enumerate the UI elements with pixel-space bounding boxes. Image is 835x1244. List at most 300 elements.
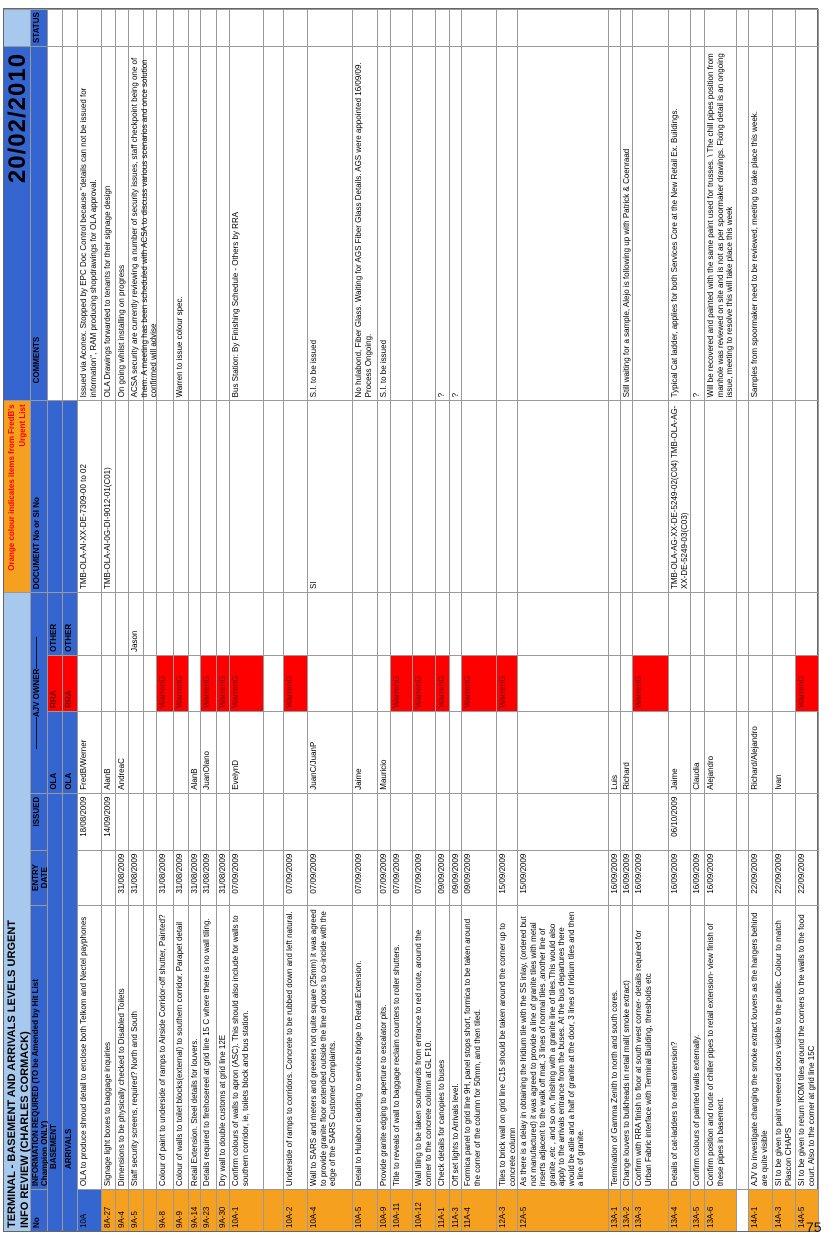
page-number: 75 — [806, 1219, 822, 1235]
cell-no: 10A — [78, 1189, 102, 1231]
subheader-other: OTHER — [48, 592, 63, 655]
cell-comment: Will be recovered and painted with the same paint used for trusses. \ The chill pipes position from manhole was reviewed on site and is not as per spoormaker drawings. Fixing detail is an ongoing issue, meeting to resolve this will take place this week — [705, 46, 737, 400]
cell-no: 13A-6 — [705, 1189, 737, 1231]
cell-issued-date — [691, 793, 705, 850]
cell-no: 14A-5 — [796, 1189, 819, 1231]
cell-document: TMB-OLA-AG-XX-DE-5249-02(C04) TMB-OLA-AG-XX-DE-5249-03(C03) — [669, 400, 691, 592]
cell-entry-date: 16/09/2009 — [705, 850, 737, 905]
cell-entry-date: 16/09/2009 — [633, 850, 669, 905]
table-row-13A-2 — [621, 9, 633, 1231]
table-row-13A-4 — [669, 9, 691, 1231]
cell-comment: Bus Station: By Finishing Schedule - Others by RRA — [230, 46, 264, 400]
cell-entry-date: 31/08/2009 — [157, 850, 174, 905]
subheader-ola: OLA — [63, 711, 78, 793]
cell-owner-other — [705, 592, 737, 655]
table-row-14A-3 — [773, 9, 796, 1231]
cell-owner-ola: Claudia — [691, 711, 705, 793]
cell-owner-ola: AlanB — [102, 711, 116, 793]
cell-no: 14A-3 — [773, 1189, 796, 1231]
cell-comment — [391, 46, 413, 400]
cell-owner-other — [353, 592, 378, 655]
cell-empty — [737, 905, 749, 1190]
cell-comment: S.I. to be issued — [378, 46, 391, 400]
cell-issued-date — [230, 793, 264, 850]
cell-owner-rra: WarrenG — [174, 655, 189, 711]
cell-owner-ola: EvelynD — [230, 711, 264, 793]
col-header-no: No — [31, 1189, 48, 1231]
page-title — [4, 592, 31, 1231]
cell-owner-rra: WarrenG — [462, 655, 497, 711]
cell-empty — [144, 592, 157, 655]
cell-document — [189, 400, 201, 592]
subheader-rra: RRA — [63, 655, 78, 711]
cell-no: 9A-4 — [116, 1189, 129, 1231]
cell-owner-rra — [705, 655, 737, 711]
cell-issued-date — [609, 793, 621, 850]
cell-issued-date — [436, 793, 450, 850]
cell-entry-date: 07/09/2009 — [230, 850, 264, 905]
cell-information-required: Off set lights to Arrivals level. — [450, 905, 462, 1190]
cell-owner-other — [436, 592, 450, 655]
cell-status — [63, 9, 78, 46]
cell-owner-rra — [116, 655, 129, 711]
cell-owner-other: Jason — [129, 592, 144, 655]
cell-information-required: Wall tiling to be taken southwards from entrance to red route, around the corner to the concrete column at GL F10. — [413, 905, 436, 1190]
cell-owner-ola — [462, 711, 497, 793]
cell-entry-date: 31/08/2009 — [116, 850, 129, 905]
cell-entry-date: 09/09/2009 — [450, 850, 462, 905]
cell-issued-date — [413, 793, 436, 850]
cell-status — [413, 9, 436, 46]
cell-entry-date: 31/08/2009 — [189, 850, 201, 905]
cell-owner-ola: FredB/Werner — [78, 711, 102, 793]
cell-issued-date — [497, 793, 518, 850]
cell-empty — [264, 905, 284, 1190]
cell-entry-date: 15/09/2009 — [497, 850, 518, 905]
col-header-entry-date: ENTRY DATE — [31, 850, 48, 905]
cell-owner-rra — [102, 655, 116, 711]
cell-status — [157, 9, 174, 46]
cell-comment: No hulabond, Fiber Glass. Waiting for AGS Fiber Glass Details. AGS were appointed 16/09/09. Process Ongoing. — [353, 46, 378, 400]
cell-empty — [264, 592, 284, 655]
cell-comment — [48, 46, 63, 400]
cell-comment — [497, 46, 518, 400]
cell-empty — [264, 850, 284, 905]
cell-status — [669, 9, 691, 46]
cell-issued-date: 06/10/2009 — [669, 793, 691, 850]
cell-empty — [144, 905, 157, 1190]
cell-issued-date: 18/08/2009 — [78, 793, 102, 850]
cell-entry-date: 07/09/2009 — [284, 850, 308, 905]
cell-owner-other — [230, 592, 264, 655]
urgent-list-note: Orange colour indicates items from FredB's Urgent List — [4, 400, 31, 592]
cell-status — [308, 9, 353, 46]
cell-status — [102, 9, 116, 46]
cell-empty — [737, 592, 749, 655]
cell-information-required: Confirm with RRA finish to floor at south west corner- details required for Urban Fabric interface with Terminal Building, thresholds etc — [633, 905, 669, 1190]
cell-status — [230, 9, 264, 46]
table-row-11A-1 — [436, 9, 450, 1231]
cell-owner-other — [621, 592, 633, 655]
cell-owner-ola — [450, 711, 462, 793]
cell-no: 8A-27 — [102, 1189, 116, 1231]
cell-entry-date: 07/09/2009 — [413, 850, 436, 905]
cell-no: 13A-5 — [691, 1189, 705, 1231]
cell-issued-date — [378, 793, 391, 850]
cell-owner-ola — [217, 711, 230, 793]
cell-status — [450, 9, 462, 46]
cell-entry-date: 31/08/2009 — [201, 850, 217, 905]
cell-empty — [737, 793, 749, 850]
cell-empty — [264, 400, 284, 592]
subheader-ola: OLA — [48, 711, 63, 793]
cell-comment — [157, 46, 174, 400]
cell-owner-rra — [691, 655, 705, 711]
col-header-issued: ISSUED — [31, 793, 48, 850]
cell-owner-ola — [129, 711, 144, 793]
cell-document — [691, 400, 705, 592]
cell-status — [462, 9, 497, 46]
cell-owner-rra — [308, 655, 353, 711]
cell-information-required: Confirm colours of painted walls externally. — [691, 905, 705, 1190]
cell-information-required: Colour of paint to underside of ramps to Airside Corridor-off shutter, Painted? — [157, 905, 174, 1190]
cell-status — [284, 9, 308, 46]
cell-status — [436, 9, 450, 46]
cell-entry-date: 16/09/2009 — [691, 850, 705, 905]
cell-information-required: Change louvers to bulkheads in retail mall( smoke extract) — [621, 905, 633, 1190]
cell-document — [230, 400, 264, 592]
cell-owner-rra — [518, 655, 609, 711]
cell-document — [436, 400, 450, 592]
cell-no: 11A-1 — [436, 1189, 450, 1231]
cell-no: 10A-11 — [391, 1189, 413, 1231]
cell-information-required: Underside of ramps to corridors. Concrete to be rubbed down and left natural. — [284, 905, 308, 1190]
cell-comment — [63, 46, 78, 400]
cell-owner-other — [308, 592, 353, 655]
cell-empty — [737, 711, 749, 793]
cell-owner-other — [201, 592, 217, 655]
cell-owner-rra: WarrenG — [633, 655, 669, 711]
cell-entry-date: 16/09/2009 — [609, 850, 621, 905]
cell-entry-date: 22/09/2009 — [773, 850, 796, 905]
col-header-comments: COMMENTS — [31, 46, 48, 400]
cell-no: 10A-9 — [378, 1189, 391, 1231]
cell-owner-other — [102, 592, 116, 655]
cell-owner-ola: Jaime — [669, 711, 691, 793]
cell-owner-other — [796, 592, 819, 655]
cell-owner-other — [174, 592, 189, 655]
cell-owner-rra — [749, 655, 773, 711]
cell-status — [749, 9, 773, 46]
cell-owner-other — [450, 592, 462, 655]
cell-document — [621, 400, 633, 592]
cell-information-required: Signage light boxes to baggage inquiries — [102, 905, 116, 1190]
subheader-rra: RRA — [48, 655, 63, 711]
cell-document — [749, 400, 773, 592]
cell-document — [157, 400, 174, 592]
cell-no: 9A-8 — [157, 1189, 174, 1231]
cell-comment — [217, 46, 230, 400]
cell-entry-date: 22/09/2009 — [749, 850, 773, 905]
cell-empty — [264, 655, 284, 711]
cell-owner-other — [633, 592, 669, 655]
cell-issued-date — [633, 793, 669, 850]
cell-comment — [462, 46, 497, 400]
cell-document — [48, 400, 63, 592]
cell-comment — [189, 46, 201, 400]
cell-no: 14A-1 — [749, 1189, 773, 1231]
cell-status — [378, 9, 391, 46]
cell-owner-ola: Richard/Alejandro — [749, 711, 773, 793]
cell-empty — [144, 711, 157, 793]
cell-owner-other — [749, 592, 773, 655]
cell-issued-date — [217, 793, 230, 850]
cell-information-required: SI to be given to return IKOM tiles around the corners to the walls to the food court. Also to the corner at grid line 15C — [796, 905, 819, 1190]
table-row-12A-3 — [497, 9, 518, 1231]
cell-no — [264, 1189, 284, 1231]
cell-comment: ? — [450, 46, 462, 400]
cell-owner-other — [378, 592, 391, 655]
cell-issued-date — [157, 793, 174, 850]
cell-owner-other — [157, 592, 174, 655]
cell-no: 13A-2 — [621, 1189, 633, 1231]
cell-issued-date — [201, 793, 217, 850]
cell-owner-rra: WarrenG — [436, 655, 450, 711]
cell-owner-other — [518, 592, 609, 655]
cell-issued-date — [749, 793, 773, 850]
report-date: 20/02/2010 — [4, 46, 31, 400]
title-row — [4, 9, 31, 1231]
cell-information-required: Confirm colours of walls to apron (ASC). This should also include for walls to southern corridor, ie, toilets block and bus station. — [230, 905, 264, 1190]
cell-owner-ola — [413, 711, 436, 793]
cell-owner-rra — [353, 655, 378, 711]
cell-issued-date — [116, 793, 129, 850]
cell-information-required: OLA to produce shroud detail to enclose both Telkom and Nectel payphones — [78, 905, 102, 1190]
section-label: BASEMENT — [48, 793, 63, 1231]
cell-owner-other — [217, 592, 230, 655]
cell-owner-other — [391, 592, 413, 655]
cell-comment: On going whilst installing on progress — [116, 46, 129, 400]
cell-status — [174, 9, 189, 46]
cell-status — [773, 9, 796, 46]
cell-empty — [737, 9, 749, 46]
col-header-document-no: DOCUMENT No or SI No — [31, 400, 48, 592]
cell-issued-date — [353, 793, 378, 850]
cell-status — [391, 9, 413, 46]
cell-empty — [144, 793, 157, 850]
cell-empty — [264, 711, 284, 793]
cell-owner-other — [609, 592, 621, 655]
cell-information-required: Staff security screens, required? North and South — [129, 905, 144, 1190]
cell-empty — [737, 850, 749, 905]
cell-owner-rra — [378, 655, 391, 711]
cell-owner-ola — [174, 711, 189, 793]
cell-document — [129, 400, 144, 592]
cell-empty — [264, 46, 284, 400]
cell-comment — [518, 46, 609, 400]
cell-no: 10A-2 — [284, 1189, 308, 1231]
cell-no: 11A-3 — [450, 1189, 462, 1231]
cell-document — [391, 400, 413, 592]
cell-information-required: Wall to SARS and meters and greeters not quite square (25mm) it was agreed to provide granite floor extended outside the line of doors to co-incide with the edge of the SARS Customer Complaints. — [308, 905, 353, 1190]
cell-comment — [284, 46, 308, 400]
cell-empty — [264, 793, 284, 850]
cell-entry-date: 07/09/2009 — [353, 850, 378, 905]
cell-information-required: Details of cat-ladders to retail extension? — [669, 905, 691, 1190]
table-row-11A-4 — [462, 9, 497, 1231]
cell-owner-rra — [78, 655, 102, 711]
cell-entry-date: 16/09/2009 — [621, 850, 633, 905]
cell-owner-rra: WarrenG — [217, 655, 230, 711]
cell-document — [116, 400, 129, 592]
table-row-10A-4 — [308, 9, 353, 1231]
cell-empty — [737, 46, 749, 400]
cell-owner-ola: JuanOlano — [201, 711, 217, 793]
cell-no: 9A-5 — [129, 1189, 144, 1231]
cell-owner-rra — [773, 655, 796, 711]
cell-issued-date — [189, 793, 201, 850]
cell-status — [621, 9, 633, 46]
cell-owner-ola — [391, 711, 413, 793]
cell-empty — [144, 9, 157, 46]
cell-document: TMB-OLA-AI-0G-DI-9012-01(C01) — [102, 400, 116, 592]
cell-document — [633, 400, 669, 592]
cell-owner-other — [773, 592, 796, 655]
table-row-blank-1 — [144, 9, 157, 1231]
cell-no: 13A-4 — [669, 1189, 691, 1231]
table-row-14A-1 — [749, 9, 773, 1231]
cell-information-required: Provide granite edging to aperture to escalator pits. — [378, 905, 391, 1190]
cell-owner-ola — [157, 711, 174, 793]
section-label: ARRIVALS — [63, 793, 78, 1231]
cell-no — [737, 1189, 749, 1231]
cell-information-required: Tiles to brick wall on grid line C15 should be taken around the corner up to concrete column — [497, 905, 518, 1190]
table-row-8A-27 — [102, 9, 116, 1231]
cell-owner-other — [691, 592, 705, 655]
cell-no: 9A-9 — [174, 1189, 189, 1231]
cell-no: 11A-4 — [462, 1189, 497, 1231]
cell-owner-ola: Jaime — [353, 711, 378, 793]
cell-entry-date: 15/09/2009 — [518, 850, 609, 905]
cell-comment: ACSA security are currently reviewing a number of security issues, staff checkpoint being one of them. A meeting has been scheduled with ACSA to discuss various scenarios and once solution confirmed will advise — [129, 46, 144, 400]
cell-status — [129, 9, 144, 46]
cell-no: 9A-14 — [189, 1189, 201, 1231]
table-row-10A-2 — [284, 9, 308, 1231]
cell-owner-other — [497, 592, 518, 655]
cell-issued-date — [621, 793, 633, 850]
cell-owner-other — [284, 592, 308, 655]
cell-status — [116, 9, 129, 46]
cell-issued-date — [773, 793, 796, 850]
cell-owner-ola: AndreaC — [116, 711, 129, 793]
cell-document: SI — [308, 400, 353, 592]
cell-document — [284, 400, 308, 592]
cell-document — [450, 400, 462, 592]
cell-status — [796, 9, 819, 46]
cell-comment: Still waiting for a sample, Alejo is following up with Patrick & Coenraad — [621, 46, 633, 400]
cell-owner-rra: WarrenG — [796, 655, 819, 711]
table-row-10A-1 — [230, 9, 264, 1231]
cell-no: 13A-3 — [633, 1189, 669, 1231]
table-row-9A-9 — [174, 9, 189, 1231]
table-row-13A-1 — [609, 9, 621, 1231]
cell-owner-rra — [189, 655, 201, 711]
table-row-10A-11 — [391, 9, 413, 1231]
cell-no — [144, 1189, 157, 1231]
cell-information-required: SI to be given to paint veneered doors visible to the public. Colour to match Plascon CHAPS — [773, 905, 796, 1190]
cell-information-required: Termination of Gamma Zenith to north and south cores. — [609, 905, 621, 1190]
title-status-spacer — [4, 9, 31, 46]
table-row-9A-4 — [116, 9, 129, 1231]
col-header-ajv-owner: ————AJV OWNER———— — [31, 592, 48, 793]
cell-entry-date: 31/08/2009 — [174, 850, 189, 905]
cell-entry-date: 09/09/2009 — [462, 850, 497, 905]
cell-comment — [633, 46, 669, 400]
cell-status — [78, 9, 102, 46]
cell-no: 12A-5 — [518, 1189, 609, 1231]
cell-empty — [737, 400, 749, 592]
cell-owner-rra — [129, 655, 144, 711]
table-body — [48, 9, 819, 1231]
cell-issued-date — [450, 793, 462, 850]
cell-owner-other — [78, 592, 102, 655]
cell-empty — [144, 400, 157, 592]
cell-owner-other — [669, 592, 691, 655]
cell-comment: ? — [691, 46, 705, 400]
cell-owner-ola: AlanB — [189, 711, 201, 793]
cell-empty — [144, 655, 157, 711]
cell-comment — [413, 46, 436, 400]
cell-owner-rra — [609, 655, 621, 711]
cell-document — [353, 400, 378, 592]
cell-issued-date — [462, 793, 497, 850]
table-row-blank-2 — [264, 9, 284, 1231]
cell-information-required: Details required to firehosereel at grid line 15 C where there is no wall tiling. — [201, 905, 217, 1190]
cell-status — [189, 9, 201, 46]
cell-comment: Typical Cat ladder, applies for both Services Core at the New Retail Ex. Buildings. — [669, 46, 691, 400]
table-row-9A-8 — [157, 9, 174, 1231]
cell-status — [48, 9, 63, 46]
cell-information-required: AJV to investigate changing the smoke extract louvers as the hangers behind are quite visible — [749, 905, 773, 1190]
cell-no: 12A-3 — [497, 1189, 518, 1231]
cell-document — [378, 400, 391, 592]
cell-information-required: Check details for canopies to buses — [436, 905, 450, 1190]
cell-document — [609, 400, 621, 592]
table-row-12A-5 — [518, 9, 609, 1231]
cell-empty — [144, 46, 157, 400]
cell-information-required: Dimensions to be physically checked to Disabled Toilets — [116, 905, 129, 1190]
cell-document — [497, 400, 518, 592]
table-row-14A-5 — [796, 9, 819, 1231]
section-row-section-basement — [48, 9, 63, 1231]
table-row-13A-6 — [705, 9, 737, 1231]
cell-status — [497, 9, 518, 46]
cell-empty — [144, 850, 157, 905]
cell-owner-ola — [518, 711, 609, 793]
cell-owner-rra: WarrenG — [497, 655, 518, 711]
table-row-13A-3 — [633, 9, 669, 1231]
cell-owner-ola — [284, 711, 308, 793]
cell-comment — [796, 46, 819, 400]
cell-document — [63, 400, 78, 592]
cell-owner-rra: WarrenG — [391, 655, 413, 711]
table-row-10A-5 — [353, 9, 378, 1231]
cell-information-required: As there is a delay in obtaining the Iridium tile with the SS inlay, (ordered but not manufactured) it was agreed to provide a line of granite tiles with metal inserts adjacent to the walk off mat, 3 lines of normal tiles ,another line of granite ,etc , and so on, finishing with a granite line of tiles.This would also apply to the arrivals entrance from the buses. At the bus departures there would be atile and a half of granite at the door, 3 lines of Iridium tiles and then a line of granite. — [518, 905, 609, 1190]
cell-entry-date — [102, 850, 116, 905]
cell-information-required: Detail to Hulabon cladding to service bridge to Retail Extension. — [353, 905, 378, 1190]
cell-owner-other — [462, 592, 497, 655]
cell-document — [413, 400, 436, 592]
